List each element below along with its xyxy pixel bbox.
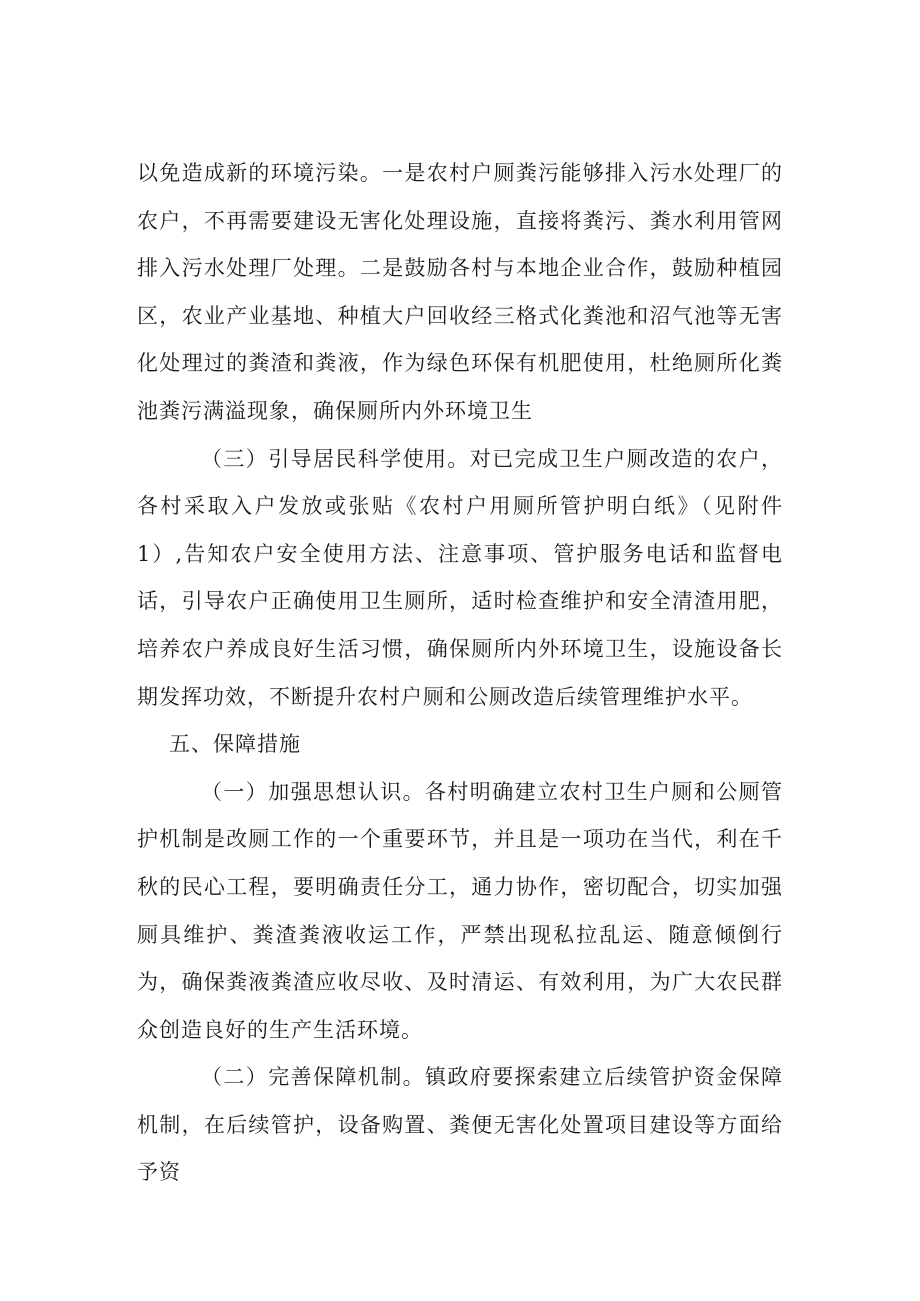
paragraph-section-3: （三）引导居民科学使用。对已完成卫生户厕改造的农户，各村采取入户发放或张贴《农村户用厕所管护明白纸》（见附件1）,告知农户安全使用方法、注意事项、管护服务电话和监督电话，引导农户正确使用卫生厕所，适时检查维护和安全清渣用肥，培养农户养成良好生活习惯，确保厕所内外环境卫生，设施设备长期发挥功效，不断提升农村户厕和公厕改造后续管理维护水平。: [137, 446, 783, 709]
paragraph-continuation: 以免造成新的环境污染。一是农村户厕粪污能够排入污水处理厂的农户，不再需要建设无害化处理设施，直接将粪污、粪水利用管网排入污水处理厂处理。二是鼓励各村与本地企业合作，鼓励种植园区，农业产业基地、种植大户回收经三格式化粪池和沼气池等无害化处理过的粪渣和粪液，作为绿色环保有机肥使用，杜绝厕所化粪池粪污满溢现象，确保厕所内外环境卫生: [137, 161, 783, 423]
paragraph-section-5-2: （二）完善保障机制。镇政府要探索建立后续管护资金保障机制，在后续管护，设备购置、粪便无害化处置项目建设等方面给予资: [137, 1065, 783, 1185]
paragraph-section-5-1: （一）加强思想认识。各村明确建立农村卫生户厕和公厕管护机制是改厕工作的一个重要环节，并且是一项功在当代，利在千秋的民心工程，要明确责任分工，通力协作，密切配合，切实加强厕具维护、粪渣粪液收运工作，严禁出现私拉乱运、随意倾倒行为，确保粪液粪渣应收尽收、及时清运、有效利用，为广大农民群众创造良好的生产生活环境。: [137, 779, 783, 1042]
section-heading: 五、保障措施: [169, 732, 301, 757]
document-body: [137, 150, 783, 1197]
